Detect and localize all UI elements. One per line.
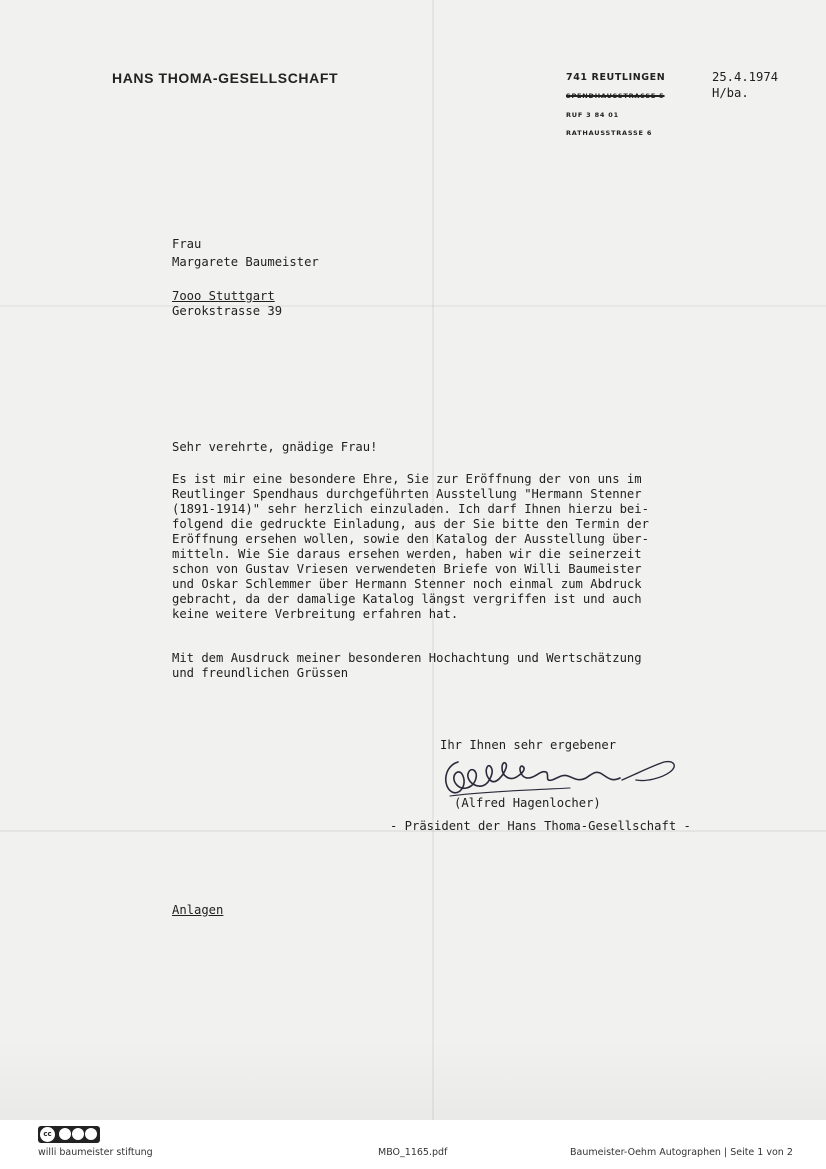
closing-phrase: Ihr Ihnen sehr ergebener (440, 738, 617, 752)
letter-date: 25.4.1974 (712, 70, 779, 84)
body-line: mitteln. Wie Sie daraus ersehen werden, haben wir die seinerzeit (172, 547, 642, 561)
letterhead-phone: RUF 3 84 01 (566, 111, 619, 119)
letterhead-city: 741 REUTLINGEN (566, 72, 666, 83)
body-line: und Oskar Schlemmer über Hermann Stenner noch einmal zum Abdruck (172, 577, 642, 591)
fold-crease-top (0, 305, 826, 307)
signer-name: (Alfred Hagenlocher) (454, 796, 601, 810)
body-line: Eröffnung ersehen wollen, sowie den Katalog der Ausstellung über- (172, 532, 649, 546)
recipient-city: 7ooo Stuttgart (172, 289, 275, 303)
paper-shade (0, 1040, 826, 1120)
body-line: Mit dem Ausdruck meiner besonderen Hochachtung und Wertschätzung (172, 651, 642, 665)
enclosures-label: Anlagen (172, 903, 224, 917)
letterhead-organization: HANS THOMA-GESELLSCHAFT (112, 70, 339, 86)
recipient-line2: Margarete Baumeister (172, 255, 319, 269)
footer-page-info: Baumeister-Oehm Autographen | Seite 1 von 2 (570, 1147, 793, 1158)
signer-title: - Präsident der Hans Thoma-Gesellschaft - (390, 819, 691, 833)
body-line: Reutlinger Spendhaus durchgeführten Ausstellung "Hermann Stenner (172, 487, 642, 501)
salutation: Sehr verehrte, gnädige Frau! (172, 440, 378, 454)
body-line: (1891-1914)" sehr herzlich einzuladen. Ich darf Ihnen hierzu bei- (172, 502, 649, 516)
recipient-street: Gerokstrasse 39 (172, 304, 283, 318)
body-line: schon von Gustav Vriesen verwendeten Briefe von Willi Baumeister (172, 562, 642, 576)
body-line: keine weitere Verbreitung erfahren hat. (172, 607, 459, 621)
letterhead-street-old: SPENDHAUSSTRASSE 5 (566, 92, 665, 100)
footer-foundation: willi baumeister stiftung (38, 1147, 153, 1158)
body-line: gebracht, da der damalige Katalog längst vergriffen ist und auch (172, 592, 642, 606)
recipient-line1: Frau (172, 237, 202, 251)
body-line: Es ist mir eine besondere Ehre, Sie zur Eröffnung der von uns im (172, 472, 642, 486)
body-line: und freundlichen Grüssen (172, 666, 349, 680)
letterhead-street-new: RATHAUSSTRASSE 6 (566, 129, 653, 137)
footer-filename: MBO_1165.pdf (378, 1147, 448, 1158)
letter-reference: H/ba. (712, 86, 749, 100)
body-line: folgend die gedruckte Einladung, aus der Sie bitte den Termin der (172, 517, 649, 531)
cc-by-nc-sa-icon: cc (38, 1126, 100, 1143)
